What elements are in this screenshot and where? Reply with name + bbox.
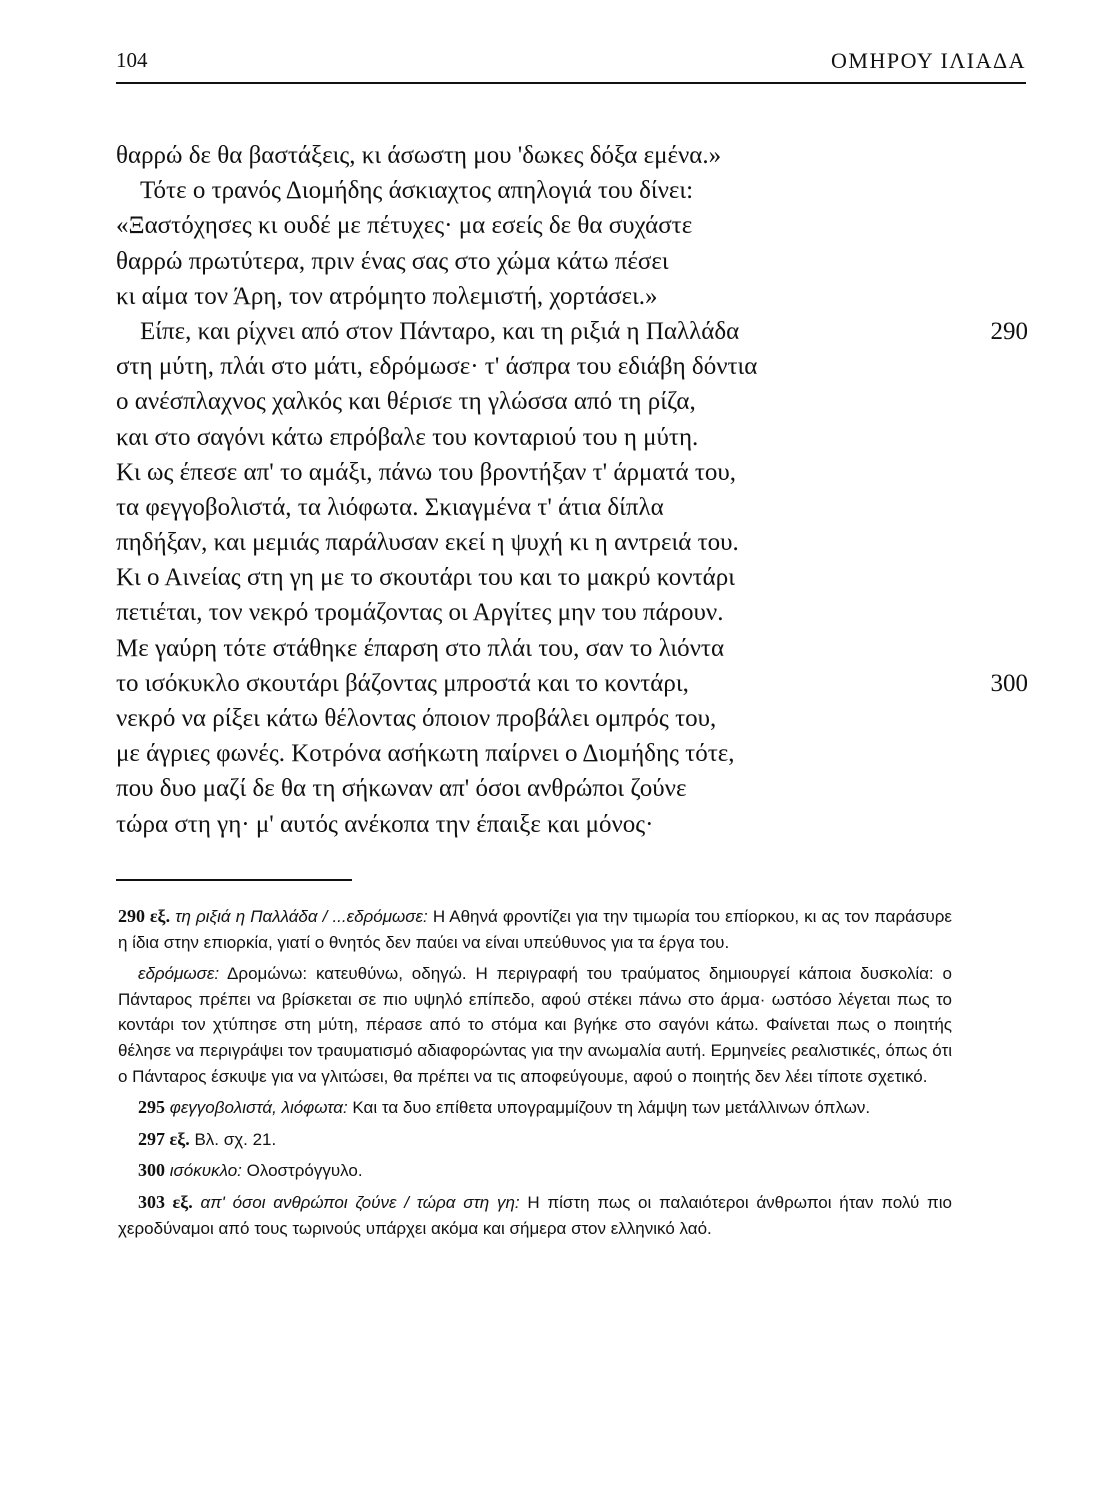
- verse-line: [116, 384, 1028, 419]
- footnote-reference: 295: [138, 1097, 165, 1118]
- footnote-text: Η πίστη πως οι παλαιότεροι άνθρωποι ήταν πολύ πιο χεροδύναμοι από τους τωρινούς υπάρχει ακόμα και σήμερα στον ελληνικό λαό.: [118, 1192, 953, 1238]
- verse-line: [116, 314, 1028, 349]
- verse-text: και στο σαγόνι κάτω επρόβαλε του κονταριού του η μύτη.: [116, 423, 699, 451]
- verse-line: [116, 349, 1028, 384]
- footnote: [118, 904, 952, 955]
- verse-line: [116, 525, 1028, 560]
- footnote: [118, 1158, 952, 1184]
- verse-line: [116, 138, 1028, 173]
- footnote: [118, 1095, 952, 1121]
- verse-line: [116, 420, 1028, 455]
- page-header: [116, 44, 1026, 84]
- verse-line: [116, 736, 1028, 771]
- line-number: 290: [990, 317, 1028, 345]
- verse-text: τα φεγγοβολιστά, τα λιόφωτα. Σκιαγμένα τ' άτια δίπλα: [116, 493, 664, 521]
- running-title: ΟΜΗΡΟΥ ΙΛΙΑΔΑ: [831, 48, 1026, 73]
- verse-text: με άγριες φωνές. Κοτρόνα ασήκωτη παίρνει ο Διομήδης τότε,: [116, 740, 735, 768]
- footnote: [118, 961, 952, 1089]
- verse-line: [116, 208, 1028, 243]
- verse-text: Με γαύρη τότε στάθηκε έπαρση στο πλάι του, σαν το λιόντα: [116, 634, 725, 662]
- verse-line: [116, 595, 1028, 630]
- verse-text: κι αίμα τον Άρη, τον ατρόμητο πολεμιστή, χορτάσει.»: [116, 282, 658, 310]
- footnote-reference: 303 εξ.: [138, 1191, 193, 1212]
- footnote-text: Ολοστρόγγυλο.: [246, 1161, 363, 1181]
- footnote-lemma: εδρόμωσε:: [138, 964, 220, 984]
- footnote-separator: [116, 879, 352, 881]
- verse-line: [116, 666, 1028, 701]
- footnote-reference: 290 εξ.: [118, 906, 171, 926]
- page-number: 104: [116, 48, 148, 72]
- footnote-lemma: απ' όσοι ανθρώποι ζούνε / τώρα στη γη:: [200, 1192, 520, 1212]
- footnotes: [118, 904, 952, 1247]
- verse-line: [116, 771, 1028, 806]
- verse-text: Κι ο Αινείας στη γη με το σκουτάρι του και το μακρύ κοντάρι: [116, 564, 735, 592]
- verse-text: θαρρώ δε θα βαστάξεις, κι άσωστη μου 'δωκες δόξα εμένα.»: [116, 142, 722, 169]
- verse-text: νεκρό να ρίξει κάτω θέλοντας όποιον προβάλει ομπρός του,: [116, 705, 717, 732]
- verse-text: πετιέται, τον νεκρό τρομάζοντας οι Αργίτες μην του πάρουν.: [116, 599, 724, 627]
- verse-text: θαρρώ πρωτύτερα, πριν ένας σας στο χώμα κάτω πέσει: [116, 247, 669, 275]
- line-number: 300: [990, 669, 1028, 697]
- verse-text: «Ξαστόχησες κι ουδέ με πέτυχες· μα εσείς δε θα συχάστε: [116, 212, 693, 240]
- footnote-lemma: φεγγοβολιστά, λιόφωτα:: [169, 1098, 348, 1118]
- verse-line: [116, 807, 1028, 842]
- footnote-reference: 297 εξ.: [138, 1128, 190, 1149]
- footnote: [118, 1190, 952, 1241]
- verse-line: [116, 455, 1028, 490]
- verse-line: [116, 560, 1028, 595]
- footnote-text: Βλ. σχ. 21.: [194, 1129, 277, 1149]
- verse-line: [116, 173, 1028, 208]
- footnote-lemma: ισόκυκλο:: [169, 1161, 242, 1181]
- footnote-text: Η Αθηνά φροντίζει για την τιμωρία του επίορκου, κι ας τον παράσυρε η ίδια στην επιορκία, γιατί ο θνητός δεν παύει να είναι υπεύθυνος για τα έργα του.: [118, 907, 952, 952]
- footnote-lemma: τη ριξιά η Παλλάδα / ...εδρόμωσε:: [175, 907, 428, 926]
- footnote-text: Δρομώνω: κατευθύνω, οδηγώ. Η περιγραφή του τραύματος δημιουργεί κάποια δυσκολία: ο Πάνταρος πρέπει να βρίσκεται σε πιο υψηλό επίπεδο, αφού στέκει πάνω στο άρμα· ωστόσο λέγεται πως το κοντάρι τον χτύπησε στη μύτη, πέρασε από το στόμα και βγήκε στο σαγόνι κάτω. Φαίνεται πως ο ποιητής θέλησε να περιγράψει τον τραυματισμό αδιαφορώντας για την ανωμαλία αυτή. Ερμηνείες ρεαλιστικές, όπως ότι ο Πάνταρος έσκυψε για να γλιτώσει, θα πρέπει να τις αποφεύγουμε, αφού ο ποιητής δεν λέει τίποτε σχετικό.: [118, 964, 952, 1086]
- verse-line: [116, 244, 1028, 279]
- verse-text: στη μύτη, πλάι στο μάτι, εδρόμωσε· τ' άσπρα του εδιάβη δόντια: [116, 353, 758, 381]
- verse-text: Τότε ο τρανός Διομήδης άσκιαχτος απηλογιά του δίνει:: [140, 177, 694, 205]
- verse-line: [116, 490, 1028, 525]
- verse-line: [116, 279, 1028, 314]
- verse-text: που δυο μαζί δε θα τη σήκωναν απ' όσοι ανθρώποι ζούνε: [116, 775, 687, 803]
- verse-text: Είπε, και ρίχνει από στον Πάνταρο, και τη ριξιά η Παλλάδα: [140, 317, 740, 345]
- verse-text: ο ανέσπλαχνος χαλκός και θέρισε τη γλώσσα από τη ρίζα,: [116, 388, 696, 416]
- verse-text: Κι ως έπεσε απ' το αμάξι, πάνω του βροντήξαν τ' άρματά του,: [116, 458, 737, 486]
- footnote-reference: 300: [138, 1160, 165, 1181]
- footnote-text: Και τα δυο επίθετα υπογραμμίζουν τη λάμψη των μετάλλινων όπλων.: [352, 1098, 871, 1118]
- verse-text: τώρα στη γη· μ' αυτός ανέκοπα την έπαιξε και μόνος·: [116, 810, 654, 838]
- verse-text: πηδήξαν, και μεμιάς παράλυσαν εκεί η ψυχή κι η αντρειά του.: [116, 529, 739, 557]
- verse-block: [116, 138, 1028, 842]
- verse-text: το ισόκυκλο σκουτάρι βάζοντας μπροστά και το κοντάρι,: [116, 669, 689, 697]
- footnote: [118, 1127, 952, 1153]
- verse-line: [116, 701, 1028, 736]
- verse-line: [116, 631, 1028, 666]
